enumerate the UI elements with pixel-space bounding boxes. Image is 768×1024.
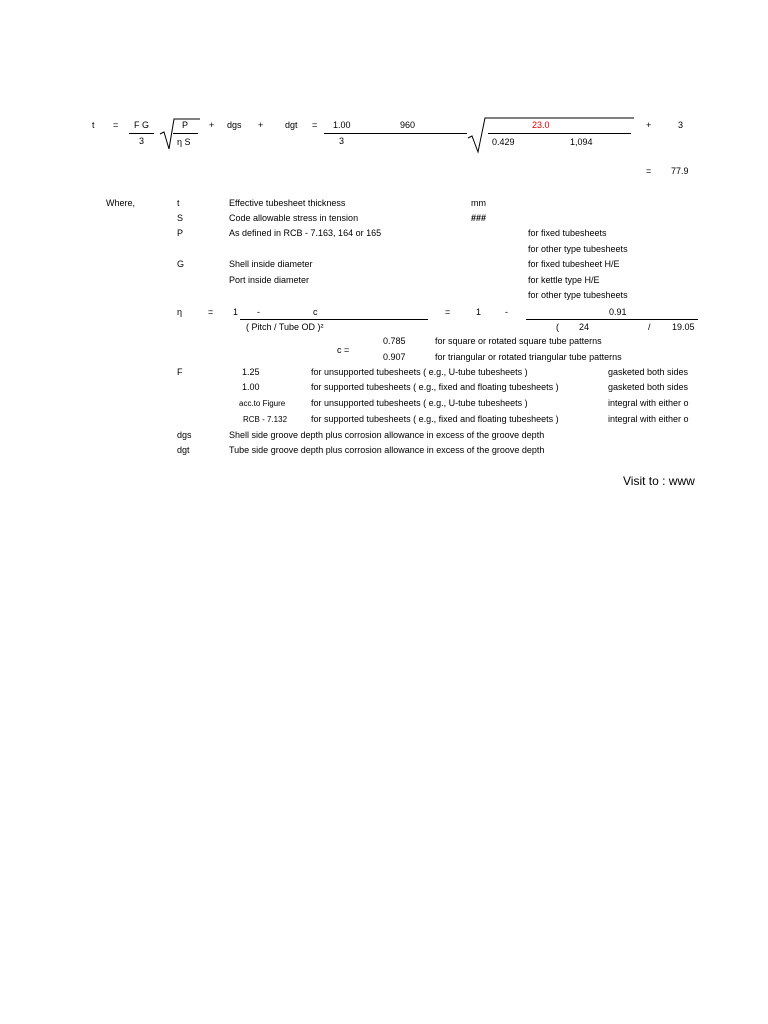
formula-denominator-3: 3 <box>339 136 345 146</box>
eta-paren: ( <box>556 322 559 332</box>
f-value: 1.25 <box>242 367 260 377</box>
unit: ### <box>471 213 487 223</box>
result-equals: = <box>646 166 652 176</box>
g-value: 960 <box>400 120 416 130</box>
f-condition: for supported tubesheets ( e.g., fixed and floating tubesheets ) <box>311 414 559 424</box>
f-value: acc.to Figure <box>239 399 286 408</box>
fraction-bar <box>240 319 428 320</box>
symbol-f: F <box>177 367 183 377</box>
description: As defined in RCB - 7.163, 164 or 165 <box>229 228 382 238</box>
f-type: integral with either o <box>608 398 689 408</box>
description: Port inside diameter <box>229 275 310 285</box>
f-type: integral with either o <box>608 414 689 424</box>
formula-t: t <box>92 120 95 130</box>
eta-c: c <box>313 307 318 317</box>
formula-fg: F G <box>134 120 149 130</box>
c-value: 0.785 <box>383 336 406 346</box>
symbol-t: t <box>177 198 180 208</box>
symbol-dgs: dgs <box>177 430 192 440</box>
eta-denominator: ( Pitch / Tube OD )² <box>246 322 324 332</box>
eta-value: 0.429 <box>492 137 515 147</box>
formula-plus: + <box>646 120 652 130</box>
eta-equals: = <box>445 307 451 317</box>
description: Effective tubesheet thickness <box>229 198 346 208</box>
eta-one: 1 <box>233 307 239 317</box>
visit-link[interactable]: Visit to : www <box>623 474 695 488</box>
fraction-bar <box>324 133 467 134</box>
f-condition: for supported tubesheets ( e.g., fixed and floating tubesheets ) <box>311 382 559 392</box>
f-value: 1.00 <box>333 120 351 130</box>
f-value: 1.00 <box>242 382 260 392</box>
formula-plus: + <box>209 120 215 130</box>
formula-dgs: dgs <box>227 120 242 130</box>
c-description: for square or rotated square tube patterns <box>435 336 602 346</box>
formula-equals: = <box>312 120 318 130</box>
symbol-g: G <box>177 259 185 269</box>
sqrt-icon <box>468 117 634 154</box>
c-value: 0.907 <box>383 352 406 362</box>
where-label: Where, <box>106 198 136 208</box>
eta-one: 1 <box>476 307 482 317</box>
dg-value: 3 <box>678 120 684 130</box>
eta-minus: - <box>257 307 260 317</box>
formula-plus: + <box>258 120 264 130</box>
description: Tube side groove depth plus corrosion allowance in excess of the groove depth <box>229 445 545 455</box>
c-description: for triangular or rotated triangular tube patterns <box>435 352 622 362</box>
fraction-bar <box>129 133 154 134</box>
tube-od-value: 19.05 <box>672 322 695 332</box>
note: for kettle type H/E <box>528 275 600 285</box>
fraction-bar <box>526 319 698 320</box>
symbol-p: P <box>177 228 184 238</box>
p-value: 23.0 <box>532 120 550 130</box>
note: for fixed tubesheet H/E <box>528 259 620 269</box>
fraction-bar <box>488 133 631 134</box>
f-type: gasketed both sides <box>608 382 689 392</box>
eta-minus: - <box>505 307 508 317</box>
fraction-bar <box>173 133 198 134</box>
formula-equals: = <box>113 120 119 130</box>
formula-p: P <box>182 120 189 130</box>
description: Code allowable stress in tension <box>229 213 359 223</box>
unit: mm <box>471 198 486 208</box>
eta-slash: / <box>648 322 651 332</box>
note: for fixed tubesheets <box>528 228 607 238</box>
symbol-dgt: dgt <box>177 445 190 455</box>
eta-equals: = <box>208 307 214 317</box>
description: Shell inside diameter <box>229 259 313 269</box>
f-type: gasketed both sides <box>608 367 689 377</box>
result-value: 77.9 <box>671 166 689 176</box>
formula-eta-s: η S <box>177 137 191 147</box>
formula-dgt: dgt <box>285 120 298 130</box>
note: for other type tubesheets <box>528 244 628 254</box>
symbol-s: S <box>177 213 184 223</box>
pitch-value: 24 <box>579 322 590 332</box>
eta-c-value: 0.91 <box>609 307 627 317</box>
formula-denominator-3: 3 <box>139 136 145 146</box>
note: for other type tubesheets <box>528 290 628 300</box>
s-value: 1,094 <box>570 137 593 147</box>
f-value: RCB - 7.132 <box>243 415 288 424</box>
symbol-eta: η <box>177 307 183 317</box>
f-condition: for unsupported tubesheets ( e.g., U-tube tubesheets ) <box>311 398 528 408</box>
f-condition: for unsupported tubesheets ( e.g., U-tube tubesheets ) <box>311 367 528 377</box>
description: Shell side groove depth plus corrosion allowance in excess of the groove depth <box>229 430 545 440</box>
c-label: c = <box>337 345 350 355</box>
